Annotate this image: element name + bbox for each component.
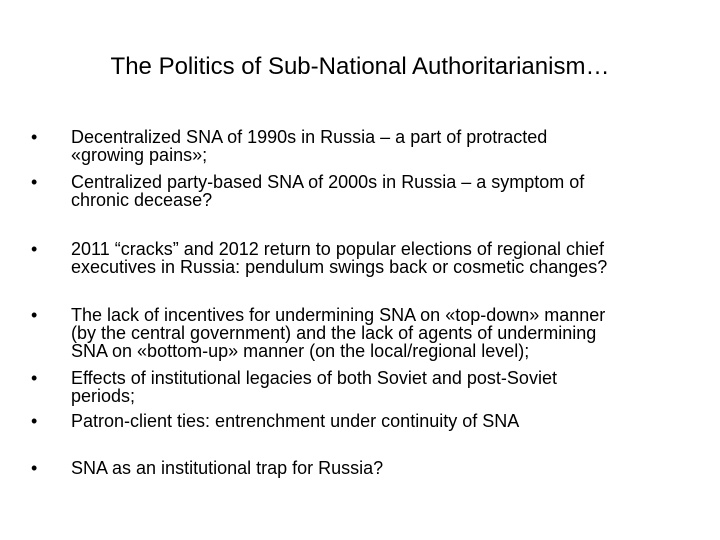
bullet-marker: • — [31, 239, 38, 259]
bullet-text: Patron-client ties: entrenchment under continuity of SNA — [71, 411, 520, 431]
bullet-marker: • — [31, 458, 38, 478]
bullet-text: Effects of institutional legacies of both Soviet and post-Soviet periods; — [71, 368, 557, 406]
bullet-item — [30, 369, 690, 405]
bullet-marker: • — [31, 172, 38, 192]
slide-title: The Politics of Sub-National Authoritarianism… — [110, 53, 610, 80]
bullet-text: Decentralized SNA of 1990s in Russia – a part of protracted «growing pains»; — [71, 127, 548, 165]
bullet-text: SNA as an institutional trap for Russia? — [71, 458, 384, 478]
bullet-item — [30, 306, 690, 360]
bullet-text: The lack of incentives for undermining SNA on «top-down» manner (by the central government) and the lack of agents of undermining SNA on «bottom-up» manner (on the local/regional level); — [71, 305, 606, 361]
bullet-item — [30, 412, 690, 430]
bullet-text: Centralized party-based SNA of 2000s in Russia – a symptom of chronic decease? — [71, 172, 585, 210]
bullet-item — [30, 128, 690, 164]
bullet-item — [30, 173, 690, 209]
bullet-item — [30, 459, 690, 477]
bullet-marker: • — [31, 305, 38, 325]
bullet-text: 2011 “cracks” and 2012 return to popular elections of regional chief executives in Russia: pendulum swings back or cosmetic changes? — [71, 239, 608, 277]
bullet-marker: • — [31, 411, 38, 431]
bullet-item — [30, 240, 690, 276]
bullet-marker: • — [31, 127, 38, 147]
bullet-marker: • — [31, 368, 38, 388]
